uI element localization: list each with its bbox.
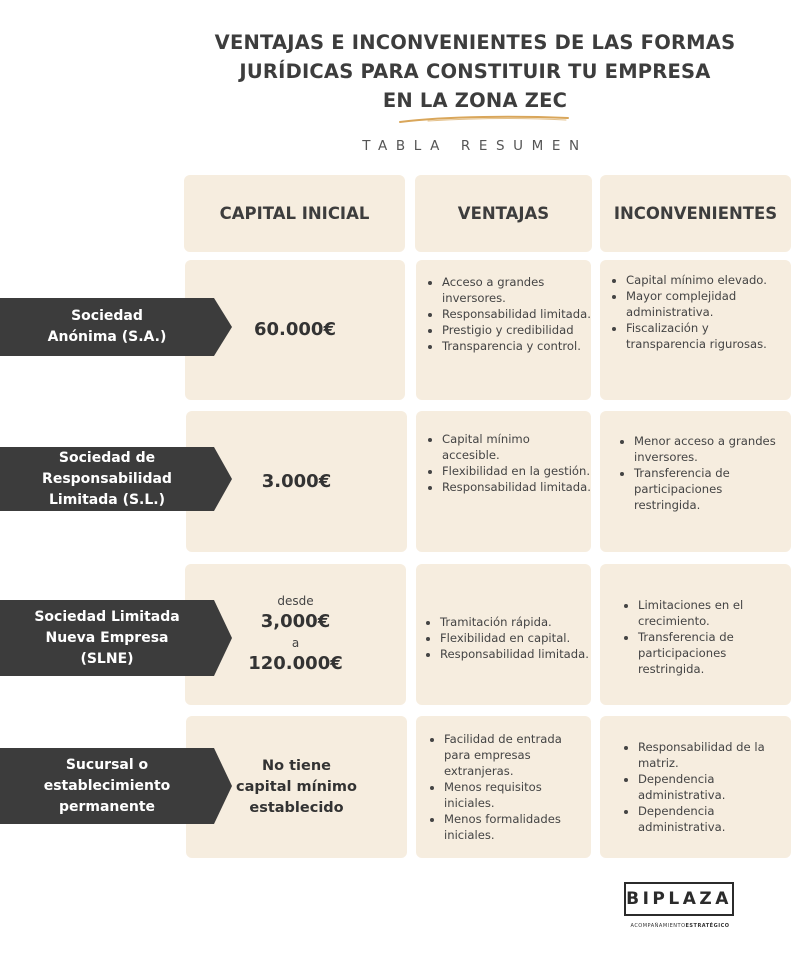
header-ventajas: VENTAJAS [415, 175, 592, 252]
row-label-line: Sociedad de [58, 449, 156, 466]
list-item: • Menor acceso a grandes inversores. [634, 433, 791, 465]
list-item: • Mayor complejidad administrativa. [626, 288, 791, 320]
tagline-bold: ESTRATÉGICO [685, 923, 730, 929]
row-1-ventajas [416, 260, 591, 400]
row-label-line: establecimiento [43, 777, 171, 794]
row-3-inconvenientes [600, 564, 791, 705]
row-3-ventajas [416, 564, 591, 705]
capital-value: 3.000€ [261, 470, 332, 492]
capital-text-line: establecido [249, 799, 344, 816]
header-inconvenientes: INCONVENIENTES [600, 175, 791, 252]
list-item: • Flexibilidad en capital. [440, 630, 589, 646]
list-item: • Transferencia de participaciones restringida. [634, 465, 791, 513]
row-2-ventajas [416, 411, 591, 552]
row-label-line: Limitada (S.L.) [48, 491, 166, 508]
list-item: • Responsabilidad de la matriz. [638, 739, 791, 771]
title-underline-swoosh [398, 114, 570, 124]
capital-text-line: capital mínimo [236, 778, 357, 795]
logo-tagline [620, 923, 740, 929]
row-4-inconvenientes [600, 716, 791, 858]
subtitle: TABLA RESUMEN [362, 138, 588, 154]
row-label-sociedad-responsabilidad-limitada [0, 447, 214, 511]
row-label-line: (SLNE) [80, 650, 134, 667]
tagline-light: ACOMPAÑAMIENTO [630, 923, 686, 929]
row-label-line: Sociedad Limitada [34, 608, 180, 625]
list-item: • Transparencia y control. [442, 338, 591, 354]
list-item: • Responsabilidad limitada. [442, 479, 591, 495]
list-item: • Capital mínimo elevado. [626, 272, 791, 288]
title-line-3: EN LA ZONA ZEC [382, 89, 568, 112]
biplaza-logo: BIPLAZA [624, 882, 734, 916]
capital-value: 60.000€ [254, 319, 336, 340]
row-label-line: Sucursal o [65, 756, 149, 773]
list-item: • Dependencia administrativa. [638, 803, 791, 835]
capital-from-label: desde [277, 593, 314, 608]
capital-max-value: 120.000€ [248, 652, 343, 674]
row-label-sociedad-anonima [0, 298, 214, 356]
capital-min-value: 3,000€ [260, 610, 331, 632]
list-item: • Responsabilidad limitada. [440, 646, 589, 662]
row-4-ventajas [416, 716, 591, 858]
list-item: • Dependencia administrativa. [638, 771, 791, 803]
row-label-line: permanente [58, 798, 156, 815]
capital-to-label: a [291, 635, 300, 650]
list-item: • Responsabilidad limitada. [442, 306, 591, 322]
list-item: • Transferencia de participaciones restringida. [638, 629, 791, 677]
list-item: • Fiscalización y transparencia rigurosas. [626, 320, 791, 352]
list-item: • Acceso a grandes inversores. [442, 274, 591, 306]
header-capital-inicial: CAPITAL INICIAL [184, 175, 405, 252]
list-item: • Tramitación rápida. [440, 614, 589, 630]
list-item: • Menos requisitos iniciales. [444, 779, 591, 811]
list-item: • Prestigio y credibilidad [442, 322, 591, 338]
row-label-line: Sociedad [71, 308, 143, 324]
row-1-inconvenientes [600, 260, 791, 400]
list-item: • Capital mínimo accesible. [442, 431, 591, 463]
row-label-line: Responsabilidad [42, 470, 172, 487]
row-label-sucursal [0, 748, 214, 824]
list-item: • Flexibilidad en la gestión. [442, 463, 591, 479]
row-label-line: Nueva Empresa [45, 629, 169, 646]
list-item: • Facilidad de entrada para empresas extranjeras. [444, 731, 591, 779]
capital-text-line: No tiene [261, 757, 332, 774]
row-label-line: Anónima (S.A.) [47, 329, 167, 345]
title-line-2: JURÍDICAS PARA CONSTITUIR TU EMPRESA [239, 60, 711, 83]
row-label-sociedad-limitada-nueva-empresa [0, 600, 214, 676]
row-2-inconvenientes [600, 411, 791, 552]
list-item: • Menos formalidades iniciales. [444, 811, 591, 843]
list-item: • Limitaciones en el crecimiento. [638, 597, 791, 629]
title-line-1: VENTAJAS E INCONVENIENTES DE LAS FORMAS [214, 31, 736, 54]
page-title [160, 28, 790, 115]
